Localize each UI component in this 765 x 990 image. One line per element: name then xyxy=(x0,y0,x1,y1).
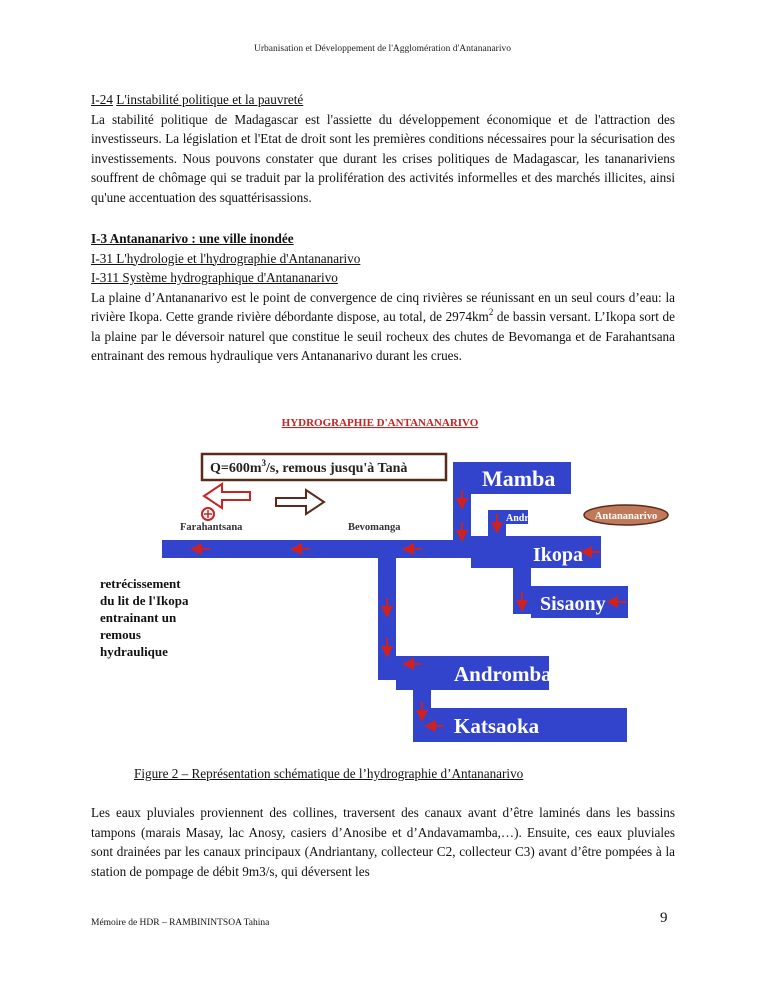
svg-text:du lit de l'Ikopa: du lit de l'Ikopa xyxy=(100,593,189,608)
page-number: 9 xyxy=(660,910,668,926)
section-i311-title: I-311 Système hydrographique d'Antananarivo xyxy=(91,270,338,285)
farahantsana-backflow-arrow xyxy=(204,484,250,508)
svg-text:hydraulique: hydraulique xyxy=(100,644,168,659)
running-header: Urbanisation et Développement de l'Agglomération d'Antananarivo xyxy=(254,44,511,54)
river-ikopa: Ikopa xyxy=(533,544,584,566)
river-mamba: Mamba xyxy=(482,466,556,491)
section-i24-heading xyxy=(91,90,675,110)
section-i31-title: I-31 L'hydrologie et l'hydrographie d'Antananarivo xyxy=(91,250,361,266)
place-farahantsana: Farahantsana xyxy=(180,522,243,533)
place-bevomanga: Bevomanga xyxy=(348,522,401,533)
narrowing-note xyxy=(100,576,189,659)
trunk-upper xyxy=(453,462,471,558)
section-i24-paragraph: La stabilité politique de Madagascar est l'assiette du développement économique et de l'attraction des investisseurs. La législation et l'Etat de droit sont les premières conditions nécessaires pour la sécurisation des investissements. Nous pouvons constater que durant les crises politiques de Madagascar, les tananariviens souffrent de chômage qui se traduit par la prolifération des activités informelles et des marchés illicites, ainsi qu'une accentuation des squattérisassions. xyxy=(91,111,675,205)
hydrography-figure xyxy=(90,402,680,747)
footer-author: Mémoire de HDR – RAMBININTSOA Tahina xyxy=(91,918,270,928)
section-i3 xyxy=(91,229,675,366)
flow-label: $Q=600m^3/s$, remous jusqu'à Tanà xyxy=(210,458,408,476)
hydrography-diagram xyxy=(90,402,680,747)
section-i3-title: I-3 Antananarivo : une ville inondée xyxy=(91,231,294,246)
closing-paragraph: Les eaux pluviales proviennent des collines, traversent des canaux avant d’être laminés dans les bassins tampons (marais Masay, lac Anosy, casiers d’Anosibe et d’Andavamamba,…). Ensuite, ces eaux pluviales sont drainées par les canaux principaux (Andriantany, collecteur C2, collecteur C3) avant d’être pompées à la station de pompage de débit 9m3/s, qui déversent les xyxy=(91,805,675,879)
andromba-trunk xyxy=(378,558,396,680)
place-andriantany: Andriantany xyxy=(506,513,562,524)
section-i311-paragraph xyxy=(91,288,675,366)
bevomanga-direction-arrow xyxy=(276,490,324,514)
svg-text:retrécissement: retrécissement xyxy=(100,576,181,591)
river-katsaoka: Katsaoka xyxy=(454,714,540,738)
superscript-2: 2 xyxy=(488,307,494,317)
svg-text:remous: remous xyxy=(100,627,141,642)
paragraph-part1: La plaine d’Antananarivo est le point de convergence de cinq rivières se réunissant en un seul cours d’eau: la rivière Ikopa. Cette grande rivière débordante dispose, au total, de 2974km xyxy=(91,289,675,324)
figure-caption: Figure 2 – Représentation schématique de l’hydrographie d’Antananarivo xyxy=(134,766,524,781)
river-andromba: Andromba xyxy=(454,662,552,686)
place-antananarivo: Antananarivo xyxy=(594,511,658,522)
svg-text:entrainant un: entrainant un xyxy=(100,610,177,625)
paragraph-part2: de bassin versant. L’Ikopa sort de la plaine par le déversoir naturel que constitue le seuil rocheux des chutes de Bevomanga et de Farahantsana entrainant des remous hydraulique vers Antananarivo durant les crues. xyxy=(91,309,675,363)
section-i24 xyxy=(91,90,675,207)
section-i24-number: I-24 xyxy=(91,92,113,107)
section-i24-title: L'instabilité politique et la pauvreté xyxy=(116,92,304,107)
diagram-title: HYDROGRAPHIE D'ANTANANARIVO xyxy=(281,417,479,429)
river-sisaony: Sisaony xyxy=(540,593,606,615)
sisaony-stub xyxy=(513,568,531,614)
